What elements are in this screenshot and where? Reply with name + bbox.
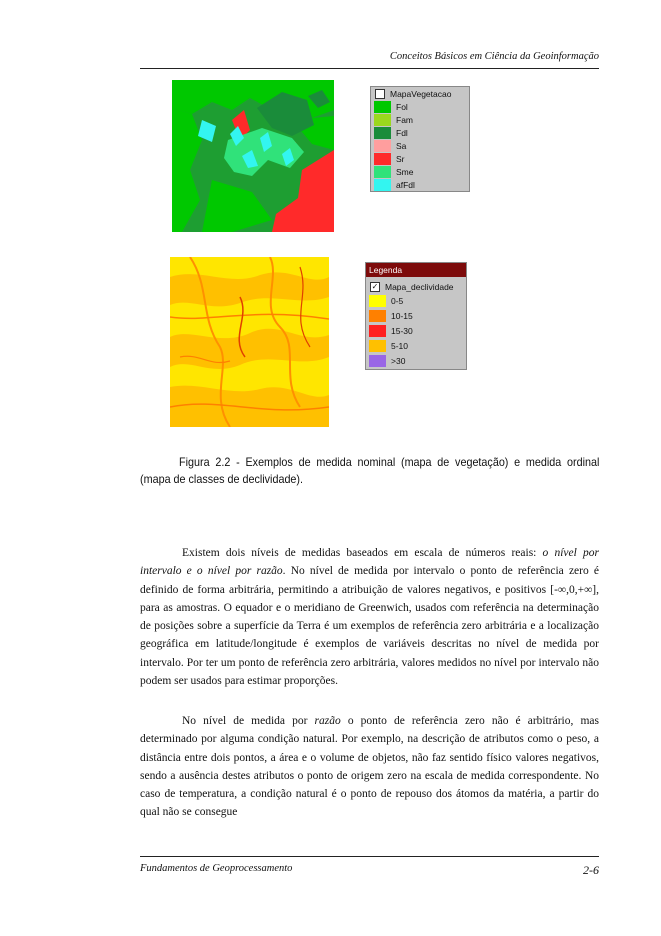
legend-swatch (369, 295, 386, 307)
legend-swatch (374, 166, 391, 178)
legend-label: >30 (391, 355, 406, 366)
legend-swatch (374, 179, 391, 191)
legend-label: 5-10 (391, 340, 409, 351)
paragraph-text: No nível de medida por (182, 715, 315, 727)
running-header: Conceitos Básicos em Ciência da Geoinformação (389, 51, 599, 62)
legend-layer-name: Mapa_declividade (385, 281, 454, 292)
paragraph-text: . No nível de medida por intervalo o ponto de referência zero é definido de forma arbitrária, permitindo a atribuição de valores negativos, e positivos [-∞,0,+∞], para as amostras. O equador e o meridiano de Greenwich, usados com referência na determinação de posições sobre a superfície da Terra é um exemplos de referência zero arbitrária e a localização geográfica em latitude/longitude é exemplos de variáveis descritas no nível de medida por intervalo. Por ter um ponto de referência zero arbitrária, valores medidos no nível por intervalo não podem ser usados para estimar proporções. (140, 565, 599, 688)
legend-label: Sa (396, 140, 407, 151)
footer-book-title: Fundamentos de Geoprocessamento (140, 863, 293, 874)
legend-label: Fam (396, 114, 413, 125)
legend-label: Fol (396, 101, 408, 112)
paragraph-emphasis: razão (314, 715, 341, 727)
legend-label: afFdl (396, 179, 415, 190)
legend-label: Sr (396, 153, 405, 164)
layer-checkbox[interactable]: ✓ (371, 281, 379, 291)
legend-item (371, 178, 415, 191)
legend-layer-name: MapaVegetacao (390, 88, 452, 99)
legend-item (366, 324, 413, 337)
legend-swatch (374, 140, 391, 152)
legend-item (366, 339, 408, 352)
legend-swatch (374, 153, 391, 165)
legend-item (366, 294, 403, 307)
paragraph-text: o ponto de referência zero não é arbitrário, mas determinado por alguma condição natural. Por exemplo, na descrição de atributos como o peso, a distância entre dois pontos, a área e o volume de objetos, não faz sentido físico valores negativos, sendo a ausência destes atributos o ponto de origem zero na escala de medida correspondente. No caso de temperatura, a condição natural é o ponto de repouso dos átomos da matéria, a partir do qual não se consegue (140, 715, 599, 819)
legend-item (371, 139, 406, 152)
legend-layer-row[interactable] (366, 280, 454, 293)
legend-item (371, 113, 413, 126)
legend-swatch (369, 340, 386, 352)
legend-item (371, 165, 413, 178)
figure-caption (140, 454, 599, 488)
legend-label: Fdl (396, 127, 408, 138)
legend-label: 0-5 (391, 295, 404, 306)
body-paragraph-2 (140, 712, 599, 822)
legend-item (371, 126, 408, 139)
slope-legend (365, 262, 467, 370)
header-rule (140, 68, 599, 69)
legend-label: 10-15 (391, 310, 413, 321)
legend-swatch (369, 355, 386, 367)
legend-title: Legenda (366, 263, 466, 277)
legend-item (366, 354, 405, 367)
legend-swatch (374, 101, 391, 113)
vegetation-legend (370, 86, 470, 192)
legend-swatch (374, 114, 391, 126)
legend-swatch (369, 310, 386, 322)
layer-checkbox[interactable] (375, 89, 385, 99)
footer-rule (140, 856, 599, 857)
legend-item (371, 152, 405, 165)
legend-label: Sme (396, 166, 414, 177)
legend-layer-row[interactable] (371, 87, 451, 100)
legend-swatch (374, 127, 391, 139)
page-number: 2-6 (583, 863, 599, 877)
caption-text: Figura 2.2 - Exemplos de medida nominal (mapa de vegetação) e medida ordinal (mapa de classes de declividade). (140, 456, 600, 486)
legend-label: 15-30 (391, 325, 413, 336)
paragraph-emphasis: o nível por intervalo e o nível por razão (140, 547, 599, 578)
vegetation-map (172, 80, 334, 232)
legend-item (371, 100, 408, 113)
paragraph-text: Existem dois níveis de medidas baseados em escala de números reais: (182, 547, 543, 559)
legend-item (366, 309, 413, 322)
body-paragraph-1 (140, 544, 599, 690)
legend-swatch (369, 325, 386, 337)
slope-map (170, 257, 329, 427)
